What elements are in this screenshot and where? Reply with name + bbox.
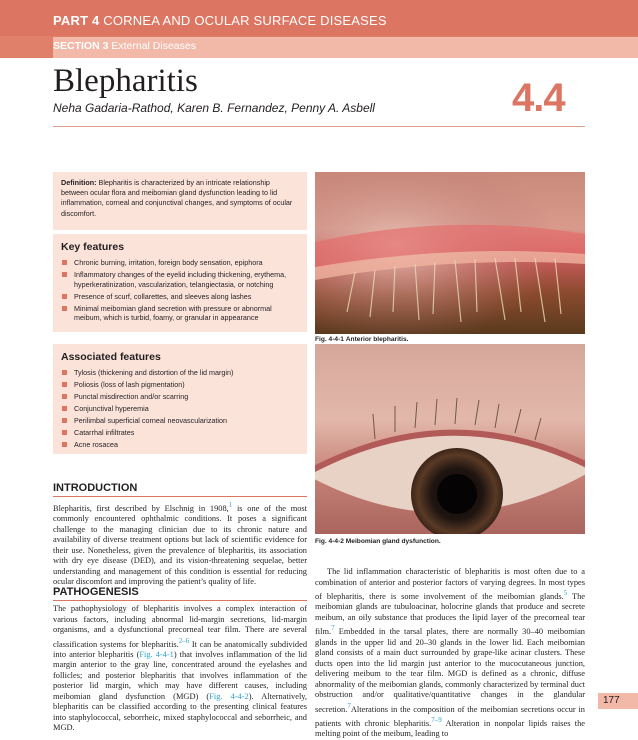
bullet-icon <box>62 382 67 387</box>
introduction-heading: INTRODUCTION <box>53 482 138 494</box>
list-item: Catarrhal infiltrates <box>61 428 299 438</box>
list-item: Conjunctival hyperemia <box>61 404 299 414</box>
part-heading: PART 4 CORNEA AND OCULAR SURFACE DISEASES <box>53 13 387 28</box>
chapter-authors: Neha Gadaria-Rathod, Karen B. Fernandez, Penny A. Asbell <box>53 101 375 115</box>
list-item: Perilimbal superficial corneal neovascularization <box>61 416 299 426</box>
list-item: Tylosis (thickening and distortion of the lid margin) <box>61 368 299 378</box>
pathogenesis-heading: PATHOGENESIS <box>53 586 139 598</box>
figure-2-caption: Fig. 4-4-2 Meibomian gland dysfunction. <box>315 538 441 545</box>
list-item: Poliosis (loss of lash pigmentation) <box>61 380 299 390</box>
figure-1-link[interactable]: Fig. 4-4-1 <box>139 649 174 659</box>
list-item: Inflammatory changes of the eyelid including thickening, erythema, hyperkeratinization, vascularization, telangiectasia, or notching <box>61 270 299 289</box>
bullet-icon <box>62 260 67 265</box>
chapter-title: Blepharitis <box>53 63 198 99</box>
list-item: Punctal misdirection and/or scarring <box>61 392 299 402</box>
introduction-rule <box>53 496 307 497</box>
section-heading: SECTION 3 External Diseases <box>53 40 196 52</box>
page-number: 177 <box>603 695 620 706</box>
list-item: Presence of scurf, collarettes, and sleeves along lashes <box>61 292 299 302</box>
definition-text: Blepharitis is characterized by an intricate relationship between ocular flora and meibomian gland dysfunction leading to lid inflammation, corneal and conjunctival changes, and symptoms of ocular discomfort. <box>61 178 293 218</box>
bullet-icon <box>62 272 67 277</box>
associated-features-box <box>53 344 307 454</box>
pathogenesis-rule <box>53 600 307 601</box>
introduction-text: Blepharitis, first described by Elschnig in 1908,$^1$ is one of the most commonly encountered ophthalmic conditions. It poses a significant challenge to the managing clinician due to its chronic nature and availability of diverse treatment options but lack of scientific evidence for their use. Nonetheless, given the prevalence of blepharitis, its association with dry eye disease (DED), and its vision-threatening sequelae, better understanding and management of this condition is essential for reducing ocular discomfort and improving the patient’s quality of life. <box>53 501 307 587</box>
list-item: Acne rosacea <box>61 440 299 450</box>
bullet-icon <box>62 394 67 399</box>
pathogenesis-text: The pathophysiology of blepharitis involves a complex interaction of various factors, including abnormal lid-margin secretions, lid-margin organisms, and a dysfunctional precorneal tear film. There are several classification systems for blepharitis.$^{2-6}$ It can be anatomically subdivided into anterior blepharitis (Fig. 4-4-1) that involves inflammation of the lid margin anterior to the gray line, concentrated around the eyelashes and follicles; and posterior blepharitis that involves inflammation of the posterior lid margin, which may have different causes, including meibomian gland dysfunction (MGD) (Fig. 4-4-2). Alternatively, blepharitis can be classified according to the presenting clinical features into staphylococcal, seborrheic, mixed staphylococcal and seborrheic, and MGD. <box>53 604 308 733</box>
bullet-icon <box>62 430 67 435</box>
associated-features-title: Associated features <box>61 351 161 363</box>
bullet-icon <box>62 418 67 423</box>
list-item: Minimal meibomian gland secretion with pressure or abnormal meibum, which is turbid, foamy, or granular in appearance <box>61 304 299 323</box>
figure-2-link[interactable]: Fig. 4-4-2 <box>209 691 249 701</box>
key-features-box <box>53 234 307 332</box>
eyelid-photo-1 <box>315 172 585 334</box>
chapter-number: 4.4 <box>512 76 565 120</box>
bullet-icon <box>62 442 67 447</box>
eye-photo-2 <box>315 344 585 534</box>
bullet-icon <box>62 370 67 375</box>
right-column-text: The lid inflammation characteristic of blepharitis is most often due to a combination of anterior and posterior factors of varying degrees. In most types of blepharitis, there is some involvement of the meibomian glands.$^5$ The meibomian glands are tubuloacinar, holocrine glands that produce and secrete meibum, an oily substance that produces the lipid layer of the precorneal tear film.$^7$ Embedded in the tarsal plates, there are normally 30–40 meibomian glands in the upper lid and 20–30 glands in the lower lid. Each meibomian gland consists of a main duct surrounded by grape-like acinar clusters. These ducts open into the lid margin just anterior to the mucocutaneous junction, delivering meibum to the tear film. MGD is defined as a chronic, diffuse abnormality of the meibomian glands, commonly characterized by terminal duct obstruction and/or qualitative/quantitative changes in the glandular secretion.$^7$Alterations in the composition of the meibomian secretions occur in patients with chronic blepharitis.$^{7-9}$ Alteration in nonpolar lipids raises the melting point of the meibum, leading to <box>315 567 585 739</box>
definition-box <box>53 172 307 230</box>
figure-1-caption: Fig. 4-4-1 Anterior blepharitis. <box>315 336 409 343</box>
bullet-icon <box>62 306 67 311</box>
definition-label: Definition: <box>61 178 97 187</box>
figure-meibomian-gland-dysfunction <box>315 344 585 534</box>
bullet-icon <box>62 294 67 299</box>
bullet-icon <box>62 406 67 411</box>
figure-anterior-blepharitis <box>315 172 585 334</box>
list-item: Chronic burning, irritation, foreign body sensation, epiphora <box>61 258 299 268</box>
key-features-title: Key features <box>61 241 125 253</box>
title-divider <box>53 126 585 127</box>
